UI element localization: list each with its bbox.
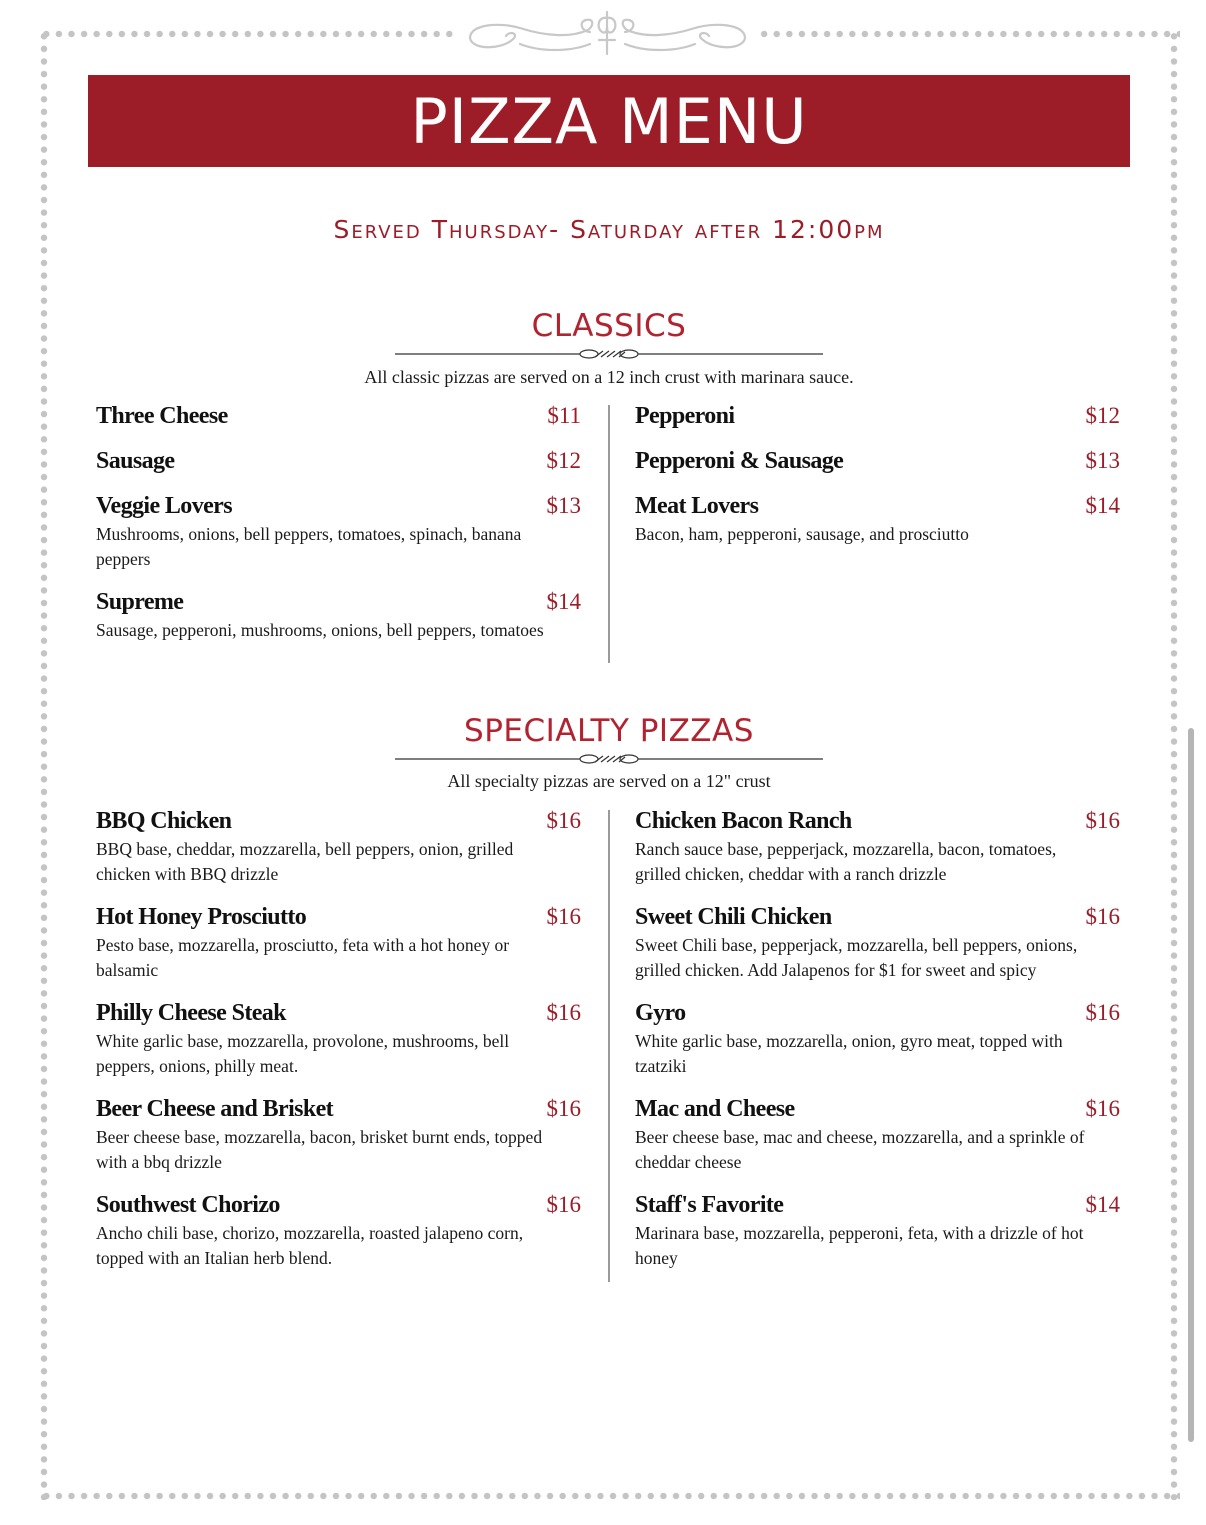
menu-item	[96, 1192, 581, 1270]
item-description: Ranch sauce base, pepperjack, mozzarella, bacon, tomatoes, grilled chicken, cheddar with a ranch drizzle	[635, 839, 1057, 884]
item-price: $16	[546, 1096, 581, 1121]
menu-item	[635, 493, 1120, 547]
item-price: $14	[546, 589, 581, 614]
item-name: Beer Cheese and Brisket	[96, 1096, 334, 1122]
classics-left-column	[96, 403, 581, 661]
menu-item	[635, 403, 1120, 430]
classics-note: All classic pizzas are served on a 12 inch crust with marinara sauce.	[364, 367, 854, 387]
item-description: Bacon, ham, pepperoni, sausage, and prosciutto	[635, 524, 969, 544]
specialty-right-column	[635, 808, 1120, 1288]
menu-item	[96, 1096, 581, 1174]
classics-title: CLASSICS	[531, 308, 687, 344]
border-bottom	[40, 1492, 1180, 1500]
item-price: $14	[1085, 493, 1120, 518]
item-name: Southwest Chorizo	[96, 1192, 280, 1218]
item-description: Mushrooms, onions, bell peppers, tomatoes, spinach, banana peppers	[96, 524, 522, 569]
item-name: Hot Honey Prosciutto	[96, 904, 307, 930]
item-name: Mac and Cheese	[635, 1096, 795, 1122]
specialty-column-divider	[608, 810, 610, 1282]
specialty-title: SPECIALTY PIZZAS	[464, 713, 754, 749]
menu-item	[96, 403, 581, 430]
menu-item	[635, 808, 1120, 886]
item-price: $12	[546, 448, 581, 473]
item-price: $16	[1085, 808, 1120, 833]
menu-item	[96, 808, 581, 886]
item-price: $16	[1085, 1000, 1120, 1025]
served-schedule: Served Thursday- Saturday after 12:00pm	[333, 215, 885, 244]
menu-item	[635, 1096, 1120, 1174]
scroll-flourish-icon	[460, 8, 755, 58]
item-price: $12	[1085, 403, 1120, 428]
scrollbar[interactable]	[1188, 728, 1194, 1442]
item-name: Gyro	[635, 1000, 686, 1026]
item-price: $16	[546, 904, 581, 929]
item-price: $16	[546, 1192, 581, 1217]
item-name: Sweet Chili Chicken	[635, 904, 832, 930]
menu-item	[635, 448, 1120, 475]
item-description: BBQ base, cheddar, mozzarella, bell peppers, onion, grilled chicken with BBQ drizzle	[96, 839, 514, 884]
classics-column-divider	[608, 405, 610, 663]
item-description: Pesto base, mozzarella, prosciutto, feta with a hot honey or balsamic	[96, 935, 510, 980]
item-name: Three Cheese	[96, 403, 228, 429]
item-name: Philly Cheese Steak	[96, 1000, 286, 1026]
specialty-note: All specialty pizzas are served on a 12" crust	[447, 771, 771, 791]
menu-item	[96, 904, 581, 982]
item-name: Supreme	[96, 589, 184, 615]
item-price: $13	[546, 493, 581, 518]
item-price: $11	[547, 403, 581, 428]
ornament-divider-icon	[395, 751, 823, 767]
item-price: $14	[1085, 1192, 1120, 1217]
item-description: Beer cheese base, mac and cheese, mozzarella, and a sprinkle of cheddar cheese	[635, 1127, 1085, 1172]
ornament-divider-icon	[395, 346, 823, 362]
item-description: Beer cheese base, mozzarella, bacon, brisket burnt ends, topped with a bbq drizzle	[96, 1127, 543, 1172]
classics-right-column	[635, 403, 1120, 565]
item-name: Veggie Lovers	[96, 493, 232, 519]
item-name: Chicken Bacon Ranch	[635, 808, 852, 834]
item-price: $13	[1085, 448, 1120, 473]
item-description: Ancho chili base, chorizo, mozzarella, roasted jalapeno corn, topped with an Italian herb blend.	[96, 1223, 524, 1268]
border-right	[1170, 30, 1178, 1500]
menu-item	[635, 904, 1120, 982]
item-name: Sausage	[96, 448, 175, 474]
item-price: $16	[1085, 1096, 1120, 1121]
item-description: Marinara base, mozzarella, pepperoni, feta, with a drizzle of hot honey	[635, 1223, 1084, 1268]
border-left	[40, 30, 48, 1500]
item-price: $16	[546, 808, 581, 833]
menu-item	[96, 448, 581, 475]
item-description: White garlic base, mozzarella, onion, gyro meat, topped with tzatziki	[635, 1031, 1063, 1076]
menu-item	[96, 493, 581, 571]
menu-item	[635, 1000, 1120, 1078]
item-name: Pepperoni & Sausage	[635, 448, 844, 474]
title-banner	[88, 75, 1130, 167]
item-description: Sweet Chili base, pepperjack, mozzarella, bell peppers, onions, grilled chicken. Add Jalapenos for $1 for sweet and spicy	[635, 935, 1078, 980]
item-name: Pepperoni	[635, 403, 735, 429]
menu-item	[635, 1192, 1120, 1270]
menu-item	[96, 1000, 581, 1078]
menu-item	[96, 589, 581, 643]
item-description: Sausage, pepperoni, mushrooms, onions, bell peppers, tomatoes	[96, 620, 544, 640]
item-description: White garlic base, mozzarella, provolone, mushrooms, bell peppers, onions, philly meat.	[96, 1031, 510, 1076]
item-name: BBQ Chicken	[96, 808, 232, 834]
item-price: $16	[546, 1000, 581, 1025]
item-name: Staff's Favorite	[635, 1192, 784, 1218]
menu-title: PIZZA MENU	[410, 84, 808, 158]
item-price: $16	[1085, 904, 1120, 929]
specialty-left-column	[96, 808, 581, 1288]
item-name: Meat Lovers	[635, 493, 759, 519]
